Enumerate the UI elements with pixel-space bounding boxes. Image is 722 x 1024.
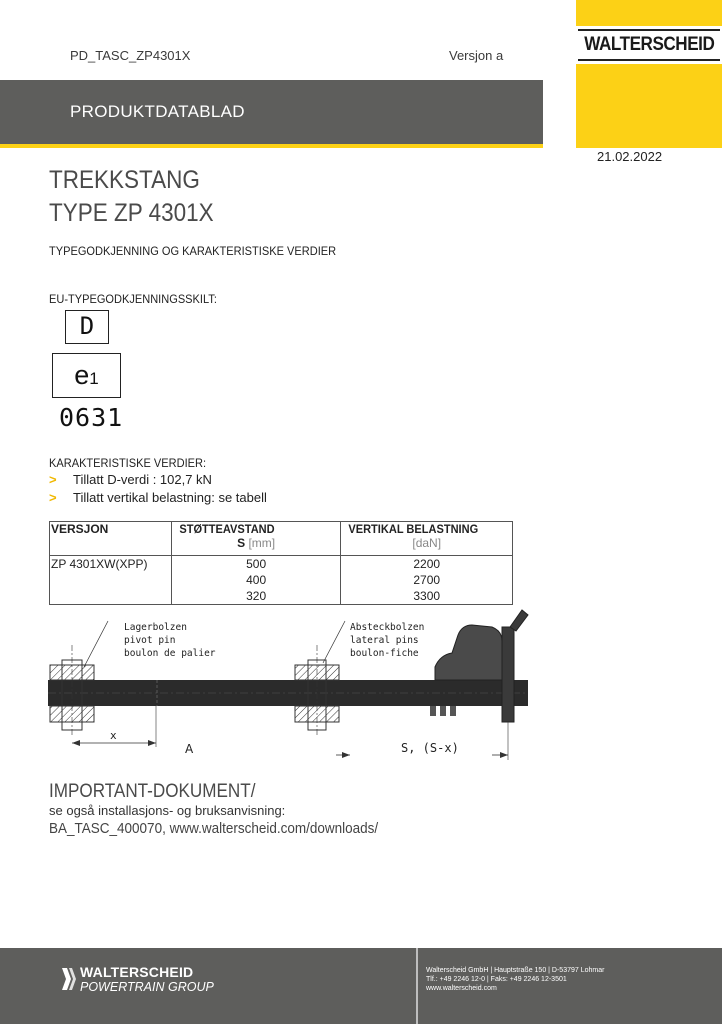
e-mark-letter: e [74, 360, 90, 390]
footer-contact: Tlf.: +49 2246 12-0 | Faks: +49 2246 12-3501 [426, 976, 567, 983]
right-label-line: lateral pins [350, 635, 419, 646]
product-title-line1: TREKKSTANG [49, 166, 200, 194]
spacing-symbol: S [237, 536, 246, 550]
document-version: Versjon a [449, 48, 504, 63]
see-also-text: se også installasjons- og bruksanvisning: [49, 803, 286, 818]
logo-bottom-rule [578, 59, 720, 61]
header-spacing [171, 522, 341, 556]
characteristic-item [49, 472, 212, 487]
header-load [341, 522, 513, 556]
right-label-line: boulon-fiche [350, 648, 419, 659]
table-row [50, 556, 513, 605]
load-value: 3300 [413, 589, 441, 603]
document-id: PD_TASC_ZP4301X [70, 48, 191, 63]
eu-approval-label: EU-TYPEGODKJENNINGSSKILT: [49, 292, 217, 306]
document-date: 21.02.2022 [597, 149, 663, 164]
left-label-line: pivot pin [124, 635, 176, 646]
header-load-unit: [daN] [412, 536, 442, 550]
footer-address: Walterscheid GmbH | Hauptstraße 150 | D-53797 Lohmar [426, 967, 605, 974]
dimension-s [401, 722, 508, 760]
bullet-arrow-icon: > [49, 490, 57, 505]
left-label-line: Lagerbolzen [124, 622, 187, 633]
dimension-s-label: S, (S-x) [401, 741, 459, 755]
cell-version: ZP 4301XW(XPP) [50, 556, 172, 605]
bullet-arrow-icon: > [49, 472, 57, 487]
header-accent-line [0, 144, 543, 148]
header-band-title: PRODUKTDATABLAD [70, 102, 245, 121]
footer-brand: WALTERSCHEID [80, 964, 194, 980]
left-label-line: boulon de palier [124, 648, 216, 659]
header-version [50, 522, 172, 556]
load-value: 2200 [413, 557, 441, 571]
spacing-value: 500 [246, 557, 267, 571]
walterscheid-logo [576, 26, 722, 64]
footer-tagline: POWERTRAIN GROUP [80, 980, 214, 994]
characteristic-text: Tillatt vertikal belastning: se tabell [73, 490, 267, 505]
footer-website-link[interactable]: www.walterscheid.com [426, 985, 497, 992]
document-reference-link[interactable]: BA_TASC_400070, www.walterscheid.com/downloads/ [49, 820, 379, 837]
logo-text: WALTERSCHEID [583, 34, 715, 55]
drawbar-technical-drawing [40, 605, 535, 775]
product-title-line2: TYPE ZP 4301X [49, 199, 214, 227]
dimension-x-label: x [110, 729, 117, 742]
walterscheid-emblem-icon [60, 966, 78, 992]
cell-load [341, 556, 513, 605]
brand-color-block [576, 0, 722, 148]
spacing-value: 400 [246, 573, 267, 587]
spacing-value: 320 [246, 589, 267, 603]
dimension-a-label: A [185, 742, 194, 756]
characteristic-text: Tillatt D-verdi : 102,7 kN [73, 472, 212, 487]
footer-divider [416, 948, 418, 1024]
logo-top-rule [578, 29, 720, 31]
approval-number: 0631 [59, 403, 124, 432]
cell-spacing [171, 556, 341, 605]
e-mark-box [52, 353, 121, 398]
header-load-label: VERTIKAL BELASTNING [348, 522, 479, 536]
dimension-a [185, 742, 350, 758]
header-spacing-unit [172, 536, 341, 550]
header-spacing-label: STØTTEAVSTAND [179, 522, 275, 536]
load-table [49, 521, 513, 605]
e-mark-number: 1 [89, 369, 99, 388]
country-mark-box: D [65, 310, 109, 344]
load-value: 2700 [413, 573, 441, 587]
table-header-row [50, 522, 513, 556]
spacing-unit: [mm] [248, 536, 276, 550]
header-version-label: VERSJON [51, 522, 109, 536]
section-subtitle: TYPEGODKJENNING OG KARAKTERISTISKE VERDIER [49, 244, 337, 258]
right-label-line: Absteckbolzen [350, 622, 425, 633]
characteristic-item [49, 490, 267, 505]
characteristics-label: KARAKTERISTISKE VERDIER: [49, 456, 207, 470]
important-title: IMPORTANT-DOKUMENT/ [49, 781, 256, 802]
